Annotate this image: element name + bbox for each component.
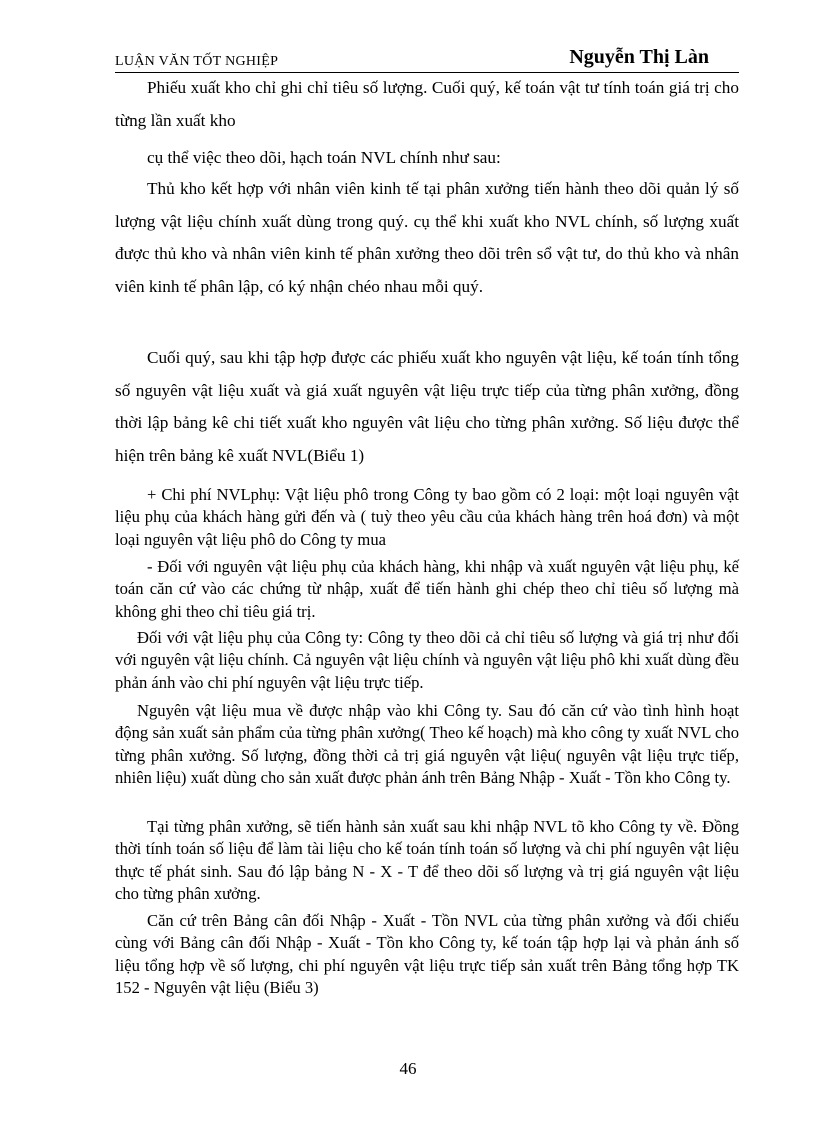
paragraph: - Đối với nguyên vật liệu phụ của khách hàng, khi nhập và xuất nguyên vật liệu phụ, kế toán căn cứ vào các chứng từ nhập, xuất để tiến hành ghi chép theo chỉ tiêu số lượng mà không ghi theo chỉ tiêu giá trị. [115, 557, 739, 621]
author-name: Nguyễn Thị Làn [569, 46, 709, 68]
paragraph: Nguyên vật liệu mua về được nhập vào khi Công ty. Sau đó căn cứ vào tình hình hoạt động sản xuất sản phẩm của từng phân xưởng( Theo kế hoạch) mà kho công ty xuất NVL cho từng phân xưởng. Số lượng, đồng thời cả trị giá nguyên vật liệu( nguyên vật liệu trực tiếp, nhiên liệu) xuất dùng cho sản xuất được phản ánh trên Bảng Nhập - Xuất - Tồn kho Công ty. [115, 701, 739, 787]
paragraph: Cuối quý, sau khi tập hợp được các phiếu xuất kho nguyên vật liệu, kế toán tính tổng số nguyên vật liệu xuất và giá xuất nguyên vật liệu trực tiếp của từng phân xưởng, đồng thời lập bảng kê chi tiết xuất kho nguyên vât liệu cho từng phân xưởng. Số liệu được thể hiện trên bảng kê xuất NVL(Biểu 1) [115, 348, 739, 465]
paragraph: cụ thể việc theo dõi, hạch toán NVL chính như sau: [147, 148, 501, 167]
thesis-label: LUẬN VĂN TỐT NGHIỆP [115, 54, 279, 69]
paragraph: Thủ kho kết hợp với nhân viên kinh tế tại phân xưởng tiến hành theo dõi quản lý số lượng vật liệu chính xuất dùng trong quý. cụ thể khi xuất kho NVL chính, số lượng xuất được thủ kho và nhân viên kinh tế phân xưởng theo dõi trên sổ vật tư, do thủ kho và nhân viên kinh tế phân lập, có ký nhận chéo nhau mỗi quý. [115, 179, 739, 296]
paragraph: Tại từng phân xưởng, sẽ tiến hành sản xuất sau khi nhập NVL tõ kho Công ty về. Đồng thời tính toán số liệu để làm tài liệu cho kế toán tính toán số lượng và chi phí nguyên vật liệu thực tế phát sinh. Sau đó lập bảng N - X - T để theo dõi số lượng và trị giá nguyên vật liệu cho từng phân xưởng. [115, 817, 739, 903]
page-number: 46 [399, 1059, 417, 1078]
paragraph: Đối với vật liệu phụ của Công ty: Công ty theo dõi cả chỉ tiêu số lượng và giá trị như đối với nguyên vật liệu chính. Cả nguyên vật liệu chính và nguyên vật liệu phô khi xuất dùng đều phản ánh vào chi phí nguyên vật liệu trực tiếp. [115, 628, 739, 692]
paragraph: + Chi phí NVLphụ: Vật liệu phô trong Công ty bao gồm có 2 loại: một loại nguyên vật liệu phụ của khách hàng gửi đến và ( tuỳ theo yêu cầu của khách hàng trên hoá đơn) và một loại nguyên vật liệu phô do Công ty mua [115, 485, 739, 549]
paragraph: Căn cứ trên Bảng cân đối Nhập - Xuất - Tồn NVL của từng phân xưởng và đối chiếu cùng với Bảng cân đối Nhập - Xuất - Tồn kho Công ty, kế toán tập hợp lại và phản ánh số liệu tổng hợp về số lượng, chi phí nguyên vật liệu trực tiếp sản xuất trên Bảng tổng hợp TK 152 - Nguyên vật liệu (Biểu 3) [115, 911, 739, 997]
paragraph: Phiếu xuất kho chỉ ghi chỉ tiêu số lượng. Cuối quý, kế toán vật tư tính toán giá trị cho từng lần xuất kho [115, 78, 739, 130]
page-header [115, 48, 739, 73]
